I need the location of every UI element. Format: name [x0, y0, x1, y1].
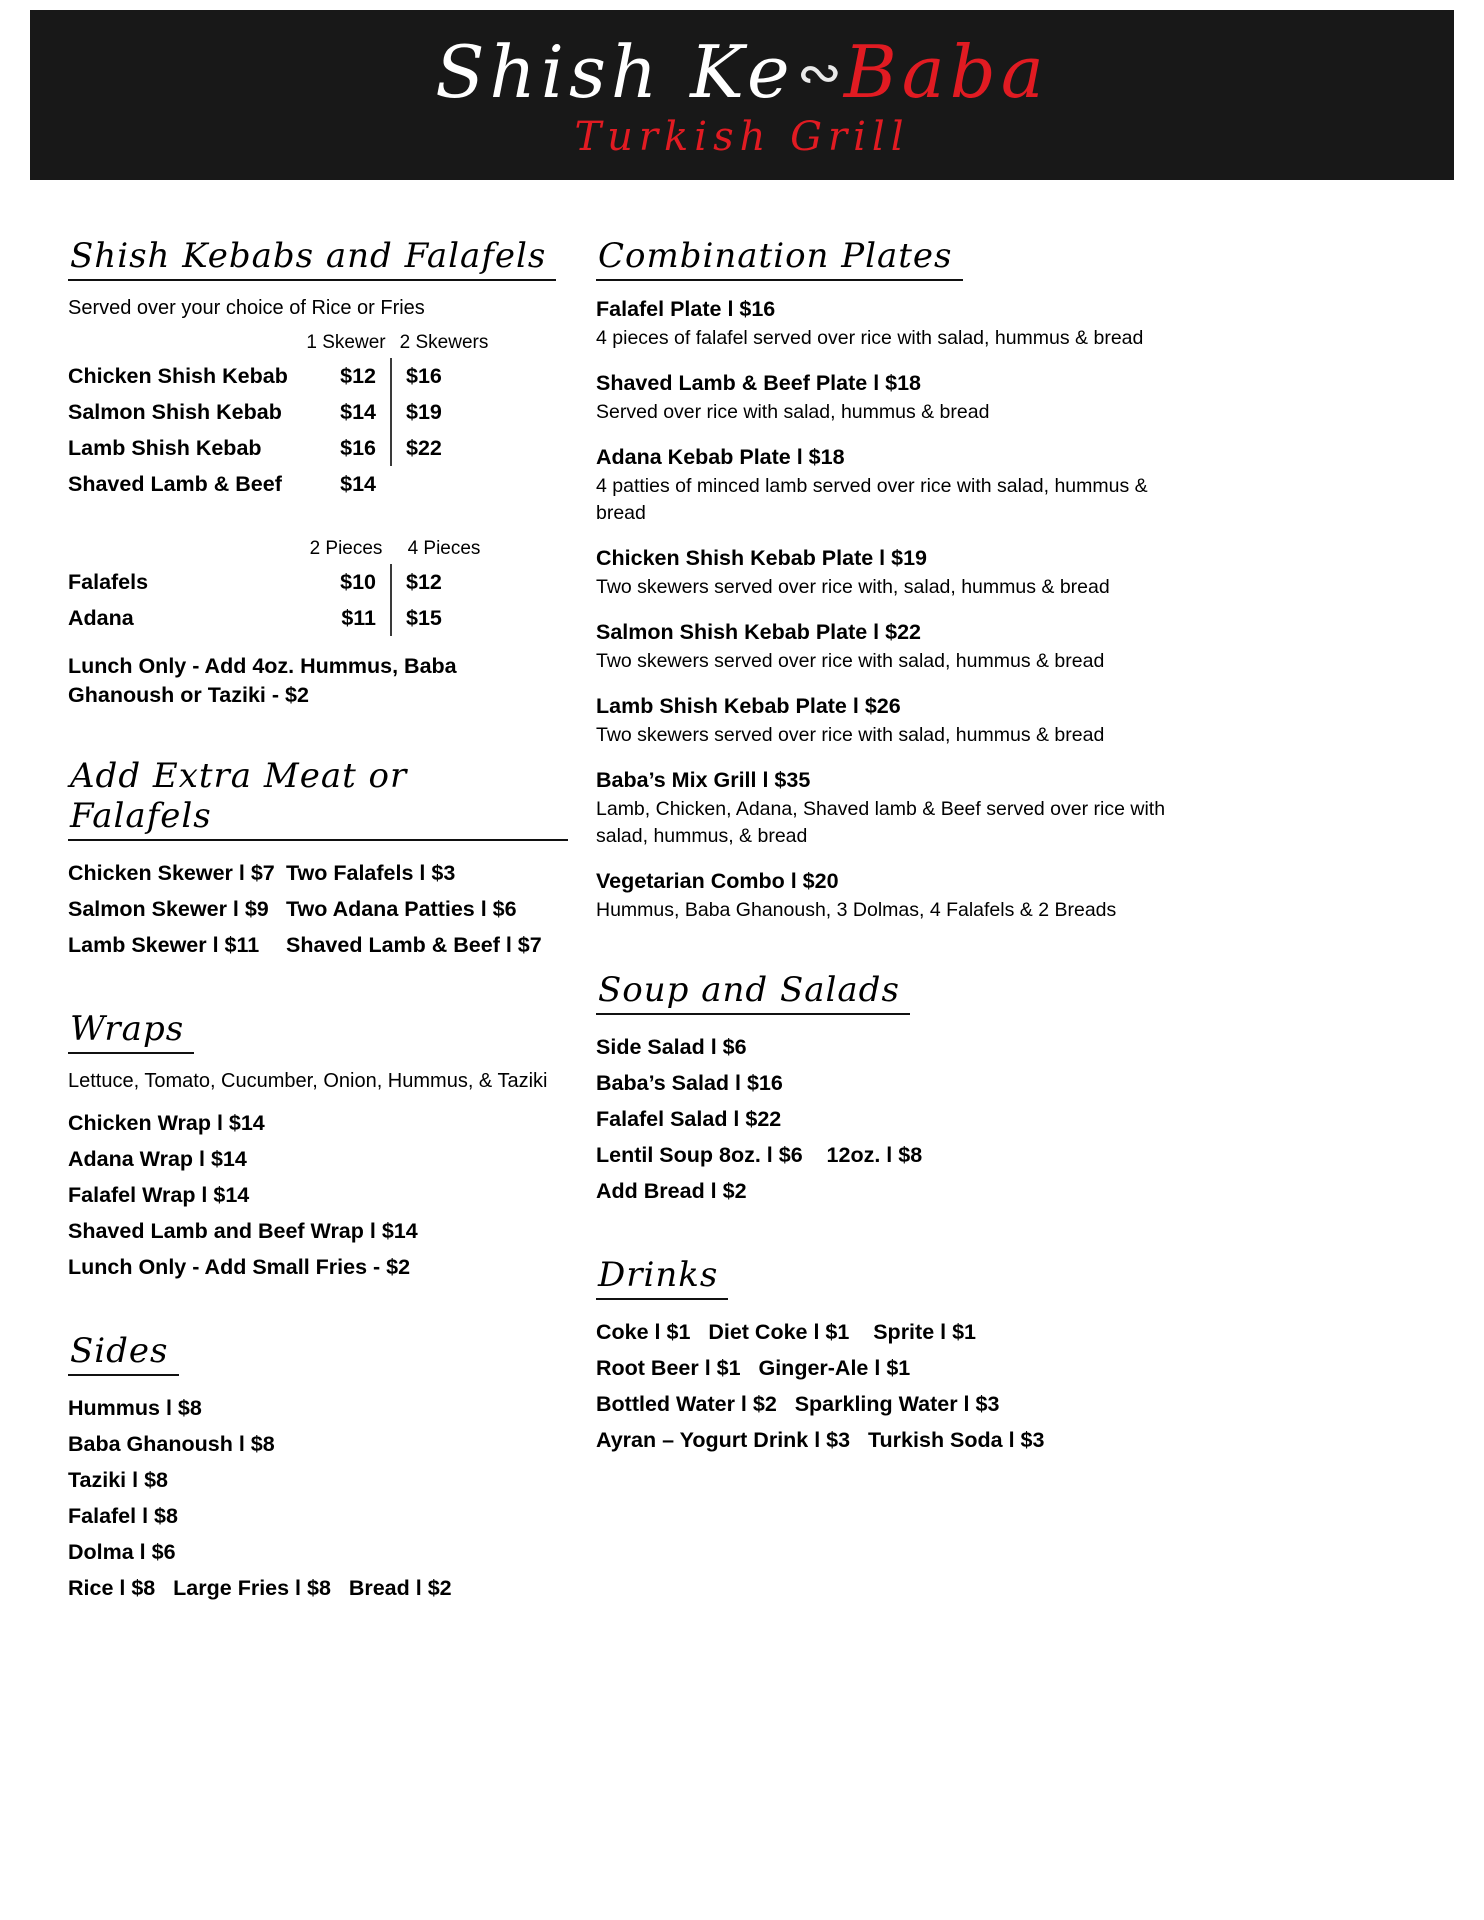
item-description: Hummus, Baba Ghanoush, 3 Dolmas, 4 Falafels & 2 Breads	[596, 899, 1117, 921]
item-description: Two skewers served over rice with salad, hummus & bread	[596, 650, 1105, 672]
section-drinks	[596, 1255, 1181, 1458]
item-price-1: $11	[341, 606, 376, 630]
list-item: Taziki l $8	[68, 1468, 168, 1492]
combo-item	[596, 369, 1181, 426]
item-description: 4 pieces of falafel served over rice with salad, hummus & bread	[596, 327, 1144, 349]
header-band	[30, 10, 1454, 180]
item-price-1: $14	[340, 472, 376, 496]
moustache-icon: ∾	[796, 41, 842, 104]
section-combination-plates	[596, 236, 1181, 924]
item-name: Falafel Plate l $16	[596, 297, 776, 321]
list-item: Hummus l $8	[68, 1396, 202, 1420]
menu-row	[68, 891, 568, 927]
list-item: Root Beer l $1 Ginger-Ale l $1	[596, 1356, 911, 1380]
list-item: Shaved Lamb and Beef Wrap l $14	[68, 1219, 418, 1243]
list-item: Salmon Skewer l $9	[68, 897, 269, 921]
item-name: Adana Kebab Plate l $18	[596, 445, 845, 469]
list-item: Falafel Salad l $22	[596, 1107, 782, 1131]
combos-heading: Combination Plates	[596, 236, 963, 281]
menu-row	[68, 358, 568, 394]
list-item: Lunch Only - Add Small Fries - $2	[68, 1255, 411, 1279]
list-item: Chicken Skewer l $7	[68, 861, 275, 885]
item-name: Shaved Lamb & Beef Plate l $18	[596, 371, 922, 395]
list-item: Shaved Lamb & Beef l $7	[286, 933, 542, 957]
list-item: Lamb Skewer l $11	[68, 933, 260, 957]
item-name: Salmon Shish Kebab	[68, 400, 282, 424]
col-header-4-pieces: 4 Pieces	[407, 538, 481, 559]
pieces-price-headers	[68, 538, 568, 560]
right-column	[596, 236, 1181, 1606]
menu-row	[68, 855, 568, 891]
lunch-note: Lunch Only - Add 4oz. Hummus, Baba Ghanoush or Taziki - $2	[68, 654, 457, 707]
title-part-white: Shish Ke	[435, 30, 795, 114]
kebabs-heading: Shish Kebabs and Falafels	[68, 236, 556, 281]
item-name: Shaved Lamb & Beef	[68, 472, 282, 496]
list-item: Coke l $1 Diet Coke l $1 Sprite l $1	[596, 1320, 976, 1344]
wraps-heading: Wraps	[68, 1009, 194, 1054]
list-item: Lentil Soup 8oz. l $6 12oz. l $8	[596, 1143, 923, 1167]
menu-content	[0, 180, 1484, 1606]
combo-item	[596, 295, 1181, 352]
combo-item	[596, 618, 1181, 675]
item-price-2: $12	[390, 564, 490, 600]
combo-item	[596, 544, 1181, 601]
list-item: Bottled Water l $2 Sparkling Water l $3	[596, 1392, 1000, 1416]
item-name: Adana	[68, 606, 134, 630]
item-price-2	[390, 466, 490, 502]
sides-heading: Sides	[68, 1331, 179, 1376]
item-price-1: $14	[340, 400, 376, 424]
item-description: Served over rice with salad, hummus & bread	[596, 401, 990, 423]
list-item: Two Adana Patties l $6	[286, 897, 517, 921]
combo-item	[596, 867, 1181, 924]
extras-heading: Add Extra Meat or Falafels	[68, 756, 568, 841]
section-extras	[68, 756, 568, 963]
list-item: Adana Wrap l $14	[68, 1147, 247, 1171]
menu-row	[68, 394, 568, 430]
section-soup-salads	[596, 970, 1181, 1209]
soup-salads-heading: Soup and Salads	[596, 970, 910, 1015]
combo-item	[596, 692, 1181, 749]
menu-row	[68, 466, 568, 502]
item-name: Baba’s Mix Grill l $35	[596, 768, 811, 792]
col-header-2-pieces: 2 Pieces	[309, 538, 383, 559]
left-column	[68, 236, 568, 1606]
item-description: Two skewers served over rice with salad, hummus & bread	[596, 724, 1105, 746]
item-price-2: $22	[390, 430, 490, 466]
item-name: Chicken Shish Kebab	[68, 364, 288, 388]
menu-row	[68, 430, 568, 466]
item-price-1: $12	[340, 364, 376, 388]
item-description: 4 patties of minced lamb served over rice with salad, hummus & bread	[596, 475, 1148, 524]
title-part-red: Baba	[843, 30, 1049, 114]
list-item: Falafel Wrap l $14	[68, 1183, 250, 1207]
list-item: Ayran – Yogurt Drink l $3 Turkish Soda l $3	[596, 1428, 1045, 1452]
section-kebabs	[68, 236, 568, 710]
item-price-1: $10	[340, 570, 376, 594]
item-price-1: $16	[340, 436, 376, 460]
menu-row	[68, 600, 568, 636]
drinks-heading: Drinks	[596, 1255, 728, 1300]
item-description: Two skewers served over rice with, salad, hummus & bread	[596, 576, 1110, 598]
item-name: Salmon Shish Kebab Plate l $22	[596, 620, 921, 644]
list-item: Two Falafels l $3	[286, 861, 456, 885]
item-name: Falafels	[68, 570, 149, 594]
spacer	[68, 502, 568, 528]
item-price-2: $19	[390, 394, 490, 430]
list-item: Baba’s Salad l $16	[596, 1071, 783, 1095]
menu-row	[68, 564, 568, 600]
restaurant-title	[30, 10, 1454, 114]
item-name: Lamb Shish Kebab	[68, 436, 262, 460]
col-header-2-skewers: 2 Skewers	[399, 332, 489, 353]
section-sides	[68, 1331, 568, 1606]
col-header-1-skewer: 1 Skewer	[306, 332, 386, 353]
section-wraps	[68, 1009, 568, 1285]
list-item: Rice l $8 Large Fries l $8 Bread l $2	[68, 1576, 452, 1600]
wraps-note: Lettuce, Tomato, Cucumber, Onion, Hummus, & Taziki	[68, 1070, 548, 1092]
list-item: Falafel l $8	[68, 1504, 178, 1528]
combo-item	[596, 766, 1181, 850]
item-description: Lamb, Chicken, Adana, Shaved lamb & Beef served over rice with salad, hummus, & bread	[596, 798, 1166, 847]
item-name: Vegetarian Combo l $20	[596, 869, 839, 893]
menu-row	[68, 927, 568, 963]
restaurant-subtitle: Turkish Grill	[574, 114, 910, 160]
list-item: Baba Ghanoush l $8	[68, 1432, 275, 1456]
item-price-2: $15	[390, 600, 490, 636]
item-name: Lamb Shish Kebab Plate l $26	[596, 694, 901, 718]
spacer	[68, 332, 298, 354]
combo-item	[596, 443, 1181, 527]
list-item: Side Salad l $6	[596, 1035, 747, 1059]
item-name: Chicken Shish Kebab Plate l $19	[596, 546, 927, 570]
spacer	[68, 538, 298, 560]
list-item: Add Bread l $2	[596, 1179, 747, 1203]
list-item: Dolma l $6	[68, 1540, 176, 1564]
item-price-2: $16	[390, 358, 490, 394]
list-item: Chicken Wrap l $14	[68, 1111, 265, 1135]
kebabs-note: Served over your choice of Rice or Fries	[68, 297, 425, 319]
skewer-price-headers	[68, 332, 568, 354]
